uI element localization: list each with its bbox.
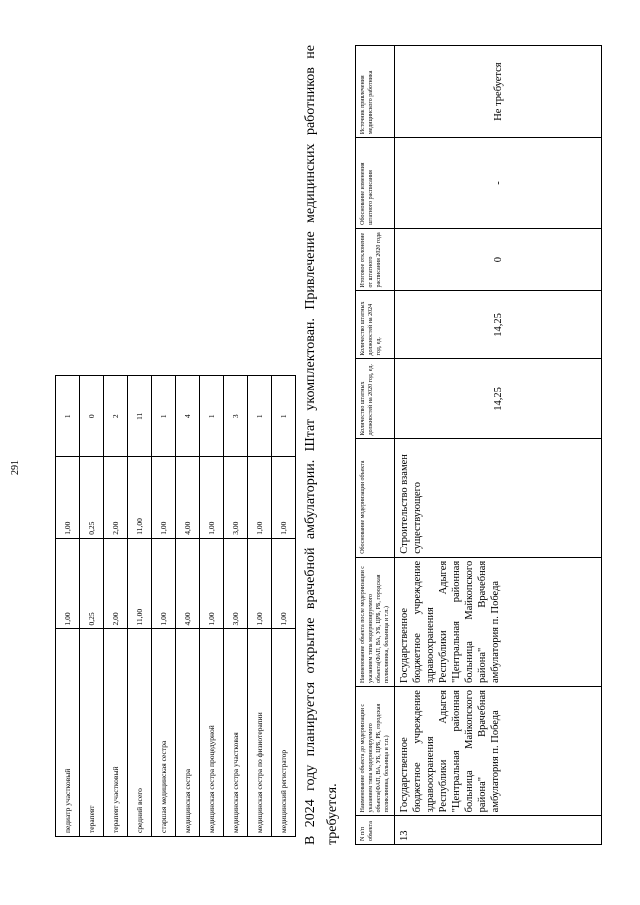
staffing-value-a: 1,00 — [200, 538, 224, 629]
staffing-position: медицинская сестра участковая — [224, 629, 248, 837]
staffing-value-b: 1,00 — [56, 457, 80, 538]
staffing-value-b: 1,00 — [248, 457, 272, 538]
header-name-after: Наименование объекта после модернизации с указанием типа модернизируемого объекта(ФАП, ВА, УБ, ЦРБ, РБ, городская поликлиника, больница и т.п.) — [356, 557, 395, 686]
staffing-value-a: 1,00 — [272, 538, 296, 629]
staffing-value-c: 11 — [128, 376, 152, 457]
staffing-row — [176, 376, 200, 837]
object-table-header-row — [356, 46, 395, 845]
staffing-value-c: 1 — [272, 376, 296, 457]
staffing-table — [55, 375, 296, 837]
staffing-value-c: 1 — [200, 376, 224, 457]
staffing-row — [224, 376, 248, 837]
cell-name-after: Государственное бюджетное учреждение здравоохранения Республики Адыгея "Центральная районная больница Майкопского района" Врачебная амбулатория п. Победа — [395, 557, 602, 686]
header-n: N п/п объекта — [356, 816, 395, 845]
staffing-value-c: 2 — [104, 376, 128, 457]
staffing-position: терапевт — [80, 629, 104, 837]
staffing-value-b: 11,00 — [128, 457, 152, 538]
staffing-row — [56, 376, 80, 837]
staffing-value-a: 3,00 — [224, 538, 248, 629]
staffing-row — [80, 376, 104, 837]
header-basis: Обоснование модернизации объекта — [356, 439, 395, 557]
main-paragraph: В 2024 году планируется открытие врачебной амбулатории. Штат укомплектован. Привлечение медицинских работников не требуется. — [303, 45, 340, 845]
cell-source: Не требуется — [395, 46, 602, 138]
staffing-value-b: 1,00 — [272, 457, 296, 538]
staffing-value-b: 2,00 — [104, 457, 128, 538]
staffing-position: терапевт участковый — [104, 629, 128, 837]
cell-basis: Строительство взамен существующего — [395, 439, 602, 557]
staffing-value-b: 3,00 — [224, 457, 248, 538]
staffing-value-c: 1 — [152, 376, 176, 457]
staffing-row — [128, 376, 152, 837]
object-table-row — [395, 46, 602, 845]
page-number: 291 — [10, 460, 21, 475]
staffing-position: медицинская сестра — [176, 629, 200, 837]
header-justification: Обоснование изменения штатного расписания — [356, 138, 395, 229]
staffing-value-c: 0 — [80, 376, 104, 457]
cell-n: 13 — [395, 816, 602, 845]
staffing-row — [248, 376, 272, 837]
staffing-position: медицинская сестра процедурной — [200, 629, 224, 837]
staffing-position: старшая медицинская сестра — [152, 629, 176, 837]
cell-qty-2024: 14,25 — [395, 291, 602, 359]
staffing-position: педиатр участковый — [56, 629, 80, 837]
header-qty-2020: Количество штатных должностей на 2020 год, ед. — [356, 359, 395, 439]
header-source: Источник привлечения медицинского работника — [356, 46, 395, 138]
staffing-value-a: 4,00 — [176, 538, 200, 629]
staffing-row — [272, 376, 296, 837]
staffing-value-c: 4 — [176, 376, 200, 457]
staffing-value-a: 1,00 — [56, 538, 80, 629]
staffing-value-a: 1,00 — [152, 538, 176, 629]
staffing-row — [152, 376, 176, 837]
staffing-row — [104, 376, 128, 837]
cell-qty-2020: 14,25 — [395, 359, 602, 439]
staffing-value-b: 0,25 — [80, 457, 104, 538]
staffing-value-a: 1,00 — [248, 538, 272, 629]
staffing-table-body — [56, 376, 296, 837]
staffing-value-b: 1,00 — [152, 457, 176, 538]
staffing-value-a: 11,00 — [128, 538, 152, 629]
staffing-value-c: 3 — [224, 376, 248, 457]
staffing-position: средний всего — [128, 629, 152, 837]
staffing-row — [200, 376, 224, 837]
header-deviation: Итоговое отклонение от штатного расписания 2020 года — [356, 228, 395, 291]
staffing-value-a: 0,25 — [80, 538, 104, 629]
staffing-value-a: 2,00 — [104, 538, 128, 629]
staffing-value-c: 1 — [248, 376, 272, 457]
staffing-value-b: 4,00 — [176, 457, 200, 538]
staffing-value-b: 1,00 — [200, 457, 224, 538]
cell-deviation: 0 — [395, 228, 602, 291]
staffing-value-c: 1 — [56, 376, 80, 457]
cell-name: Государственное бюджетное учреждение здравоохранения Республики Адыгея "Центральная районная больница Майкопского района" Врачебная амбулатория п. Победа — [395, 687, 602, 816]
object-table — [355, 45, 602, 845]
header-qty-2024: Количество штатных должностей на 2024 год, ед. — [356, 291, 395, 359]
staffing-position: медицинская сестра по физиотерапии — [248, 629, 272, 837]
cell-justification: - — [395, 138, 602, 229]
staffing-position: медицинский регистратор — [272, 629, 296, 837]
header-name: Наименование объекта до модернизации с указанием типа модернизируемого объекта(ФАП, ВА, УБ, ЦРБ, РБ, городская поликлиника, больница и т.п.) — [356, 687, 395, 816]
